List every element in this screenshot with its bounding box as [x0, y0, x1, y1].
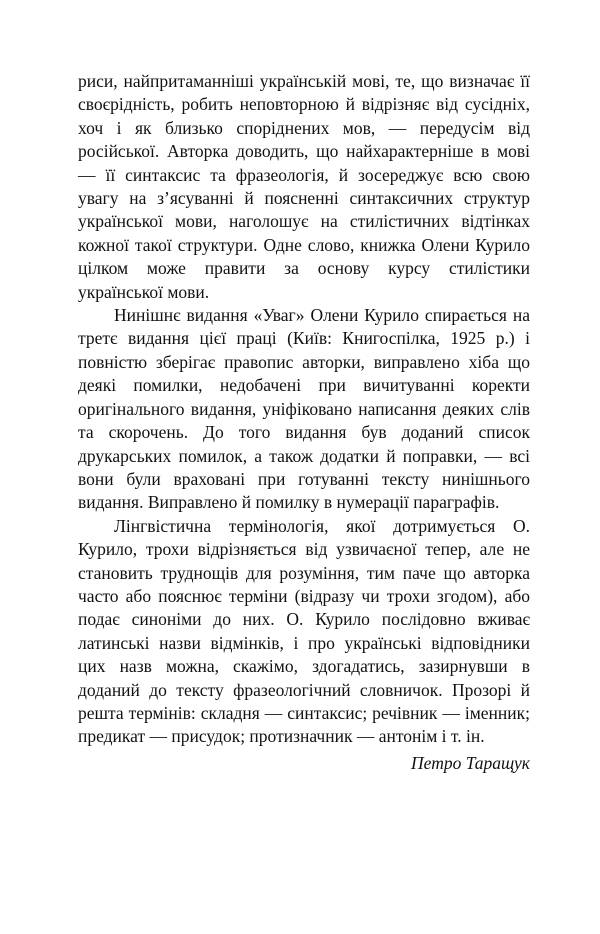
paragraph-1: риси, найпритаманніші українській мові, те, що визначає її своєрідність, робить неповторною й відрізняє від сусідніх, хоч і як близько споріднених мов, — передусім від російської. Авторка доводить, що найхарактерніше в мові — її синтаксис та фразеологія, й зосереджує всю свою увагу на з’ясуванні й поясненні синтаксичних структур української мови, наголошує на стилістичних відтінках кожної такої структури. Одне слово, книжка Олени Курило цілком може правити за основу курсу стилістики української мови. [78, 71, 530, 302]
page-body [78, 70, 530, 775]
paragraph-2: Нинішнє видання «Уваг» Олени Курило спирається на третє видання цієї праці (Київ: Книгоспілка, 1925 р.) і повністю зберігає правопис авторки, виправлено хіба що деякі помилки, недобачені при вичитуванні коректи оригінального видання, уніфіковано написання деяких слів та скорочень. До того видання був доданий список друкарських помилок, а також додатки й поправки, — всі вони були враховані при готуванні тексту нинішнього видання. Виправлено й помилку в нумерації параграфів. [78, 305, 530, 513]
author-signature: Петро Таращук [411, 752, 530, 773]
paragraph-3: Лінгвістична термінологія, якої дотримується О. Курило, трохи відрізняється від узвичаєної тепер, але не становить труднощів для розуміння, тим паче що авторка часто або пояснює терміни (відразу чи трохи згодом), або подає синоніми до них. О. Курило послідовно вживає латинські назви відмінків, і про українські відповідники цих назв можна, скажімо, здогадатись, зазирнувши в доданий до тексту фразеологічний словничок. Прозорі й решта термінів: складня — синтаксис; речівник — іменник; предикат — присудок; протизначник — антонім і т. ін. [78, 515, 530, 747]
